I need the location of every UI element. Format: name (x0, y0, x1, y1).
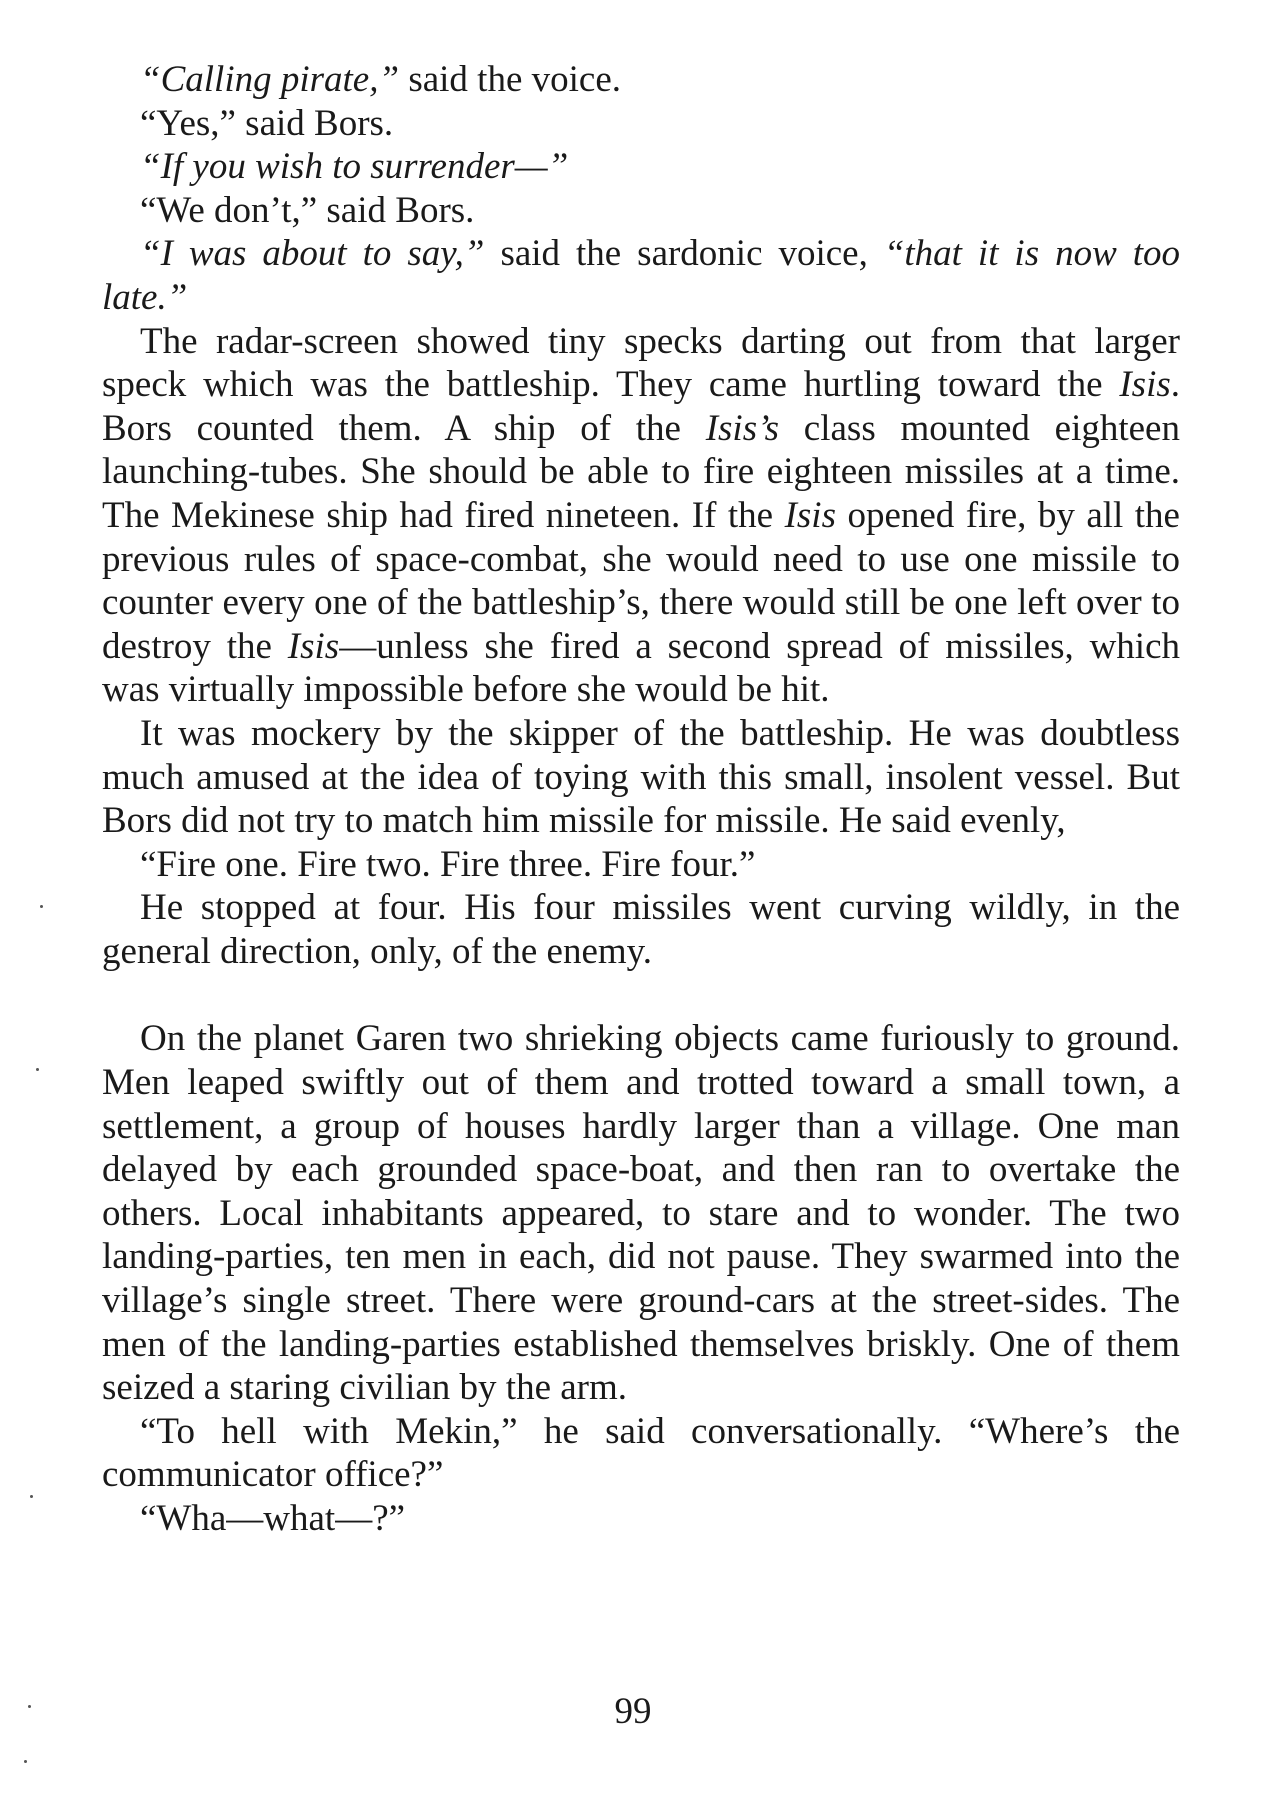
text-span: Isis (784, 494, 836, 536)
text-span: “We don’t,” said Bors. (140, 189, 475, 231)
paragraph-4 (102, 189, 1180, 233)
scan-speck (30, 1495, 33, 1498)
text-span: “Fire one. Fire two. Fire three. Fire four.” (140, 843, 756, 885)
text-span: Isis’s (705, 407, 780, 449)
text-span: It was mockery by the skipper of the battleship. He was doubtless much amused at the idea of toying with this small, insolent vessel. But Bors did not try to match him missile for missile. He said evenly, (102, 712, 1180, 842)
text-span: “Calling pirate,” (140, 59, 400, 100)
paragraph-7 (102, 712, 1180, 843)
paragraph-2 (102, 102, 1180, 146)
text-span: Isis (287, 625, 340, 667)
scan-speck (36, 1068, 39, 1071)
paragraph-8 (102, 843, 1180, 887)
scan-speck (40, 905, 43, 908)
paragraph-3 (102, 145, 1180, 189)
section-break (102, 973, 1180, 1017)
text-span: said the sardonic voice, (484, 233, 884, 275)
text-span: . Bors counted them. A ship of the (102, 364, 1180, 449)
text-span: Isis (1119, 364, 1171, 406)
text-span: —unless she fired a second spread of missiles, which was virtually impossible before she would be hit. (102, 625, 1180, 711)
scan-speck (28, 1705, 31, 1708)
text-span: opened fire, by all the previous rules of space-combat, she would need to use one missile to counter every one of the battleship’s, there would still be one left over to destroy the (102, 494, 1180, 667)
paragraph-6 (102, 320, 1180, 712)
text-span: “To hell with Mekin,” he said conversationally. “Where’s the communicator office?” (102, 1410, 1180, 1496)
paragraph-10 (102, 1017, 1180, 1409)
text-span: On the planet Garen two shrieking objects came furiously to ground. Men leaped swiftly out of them and trotted toward a small town, a settlement, a group of houses hardly larger than a village. One man delayed by each grounded space-boat, and then ran to overtake the others. Local inhabitants appeared, to stare and to wonder. The two landing-parties, ten men in each, did not pause. They swarmed into the village’s single street. There were ground-cars at the street-sides. The men of the landing-parties established themselves briskly. One of them seized a staring civilian by the arm. (102, 1018, 1180, 1409)
text-span: “Yes,” said Bors. (140, 102, 394, 144)
paragraph-1 (102, 58, 1180, 102)
text-span: “that it is now too late.” (102, 233, 1180, 318)
text-span: “Wha—what—?” (140, 1498, 406, 1539)
paragraph-9 (102, 886, 1180, 973)
text-span: He stopped at four. His four missiles went curving wildly, in the general direction, only, of the enemy. (102, 887, 1180, 972)
text-span: “I was about to say,” (140, 233, 485, 275)
paragraph-11 (102, 1410, 1180, 1497)
page-number: 99 (614, 1691, 652, 1732)
scan-speck (24, 1760, 27, 1763)
text-span: said the voice. (399, 59, 621, 100)
text-span: class mounted eighteen launching-tubes. She should be able to fire eighteen missiles at a time. The Mekinese ship had fired nineteen. If the (102, 407, 1180, 536)
page-body (102, 58, 1180, 1541)
text-span: The radar-screen showed tiny specks darting out from that larger speck which was the battleship. They came hurtling toward the (102, 320, 1180, 406)
text-span: “If you wish to surrender—” (140, 146, 569, 188)
paragraph-12 (102, 1497, 1180, 1541)
paragraph-5 (102, 232, 1180, 319)
